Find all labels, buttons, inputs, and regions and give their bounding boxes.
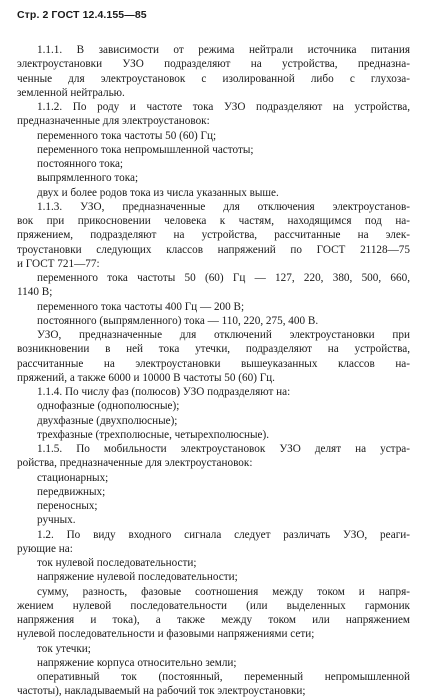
text-line: и ГОСТ 721—77: — [17, 257, 100, 270]
text-line: двухфазные (двухполюсные); — [37, 414, 178, 427]
text-line: 1.1.5. По мобильности электроустановок УЗО делят на устра- — [37, 443, 410, 455]
text-line: передвижных; — [37, 485, 106, 498]
text-line: однофазные (однополюсные); — [37, 400, 180, 413]
text-line: 1.1.3. УЗО, предназначенные для отключения электроустанов- — [37, 200, 410, 213]
text-line: 1140 В; — [17, 286, 53, 299]
text-line: пряжением, подразделяют на устройства, рассчитанные на элек- — [17, 229, 410, 242]
text-line: предназначенные для электроустановок: — [17, 115, 210, 128]
text-line: рующие на: — [17, 542, 73, 555]
text-line: переменного тока частоты 400 Гц — 200 В; — [37, 300, 245, 313]
text-line: постоянного (выпрямленного) тока — 110, 220, 275, 400 В. — [37, 314, 319, 327]
text-line: стационарных; — [37, 471, 109, 484]
page-header: Стр. 2 ГОСТ 12.4.155—85 — [17, 9, 147, 21]
text-line: выпрямленного тока; — [37, 172, 139, 185]
text-line: сумму, разность, фазовые соотношения между током и напря- — [37, 585, 410, 598]
text-line: ток утечки; — [37, 642, 91, 655]
text-line: возникновении в ней тока утечки, подразделяют на устройства, — [17, 343, 410, 356]
text-line: вок при прикосновении человека к частям, находящимся под на- — [17, 215, 410, 227]
text-line: электроустановки УЗО подразделяют на устройства, предназна- — [17, 58, 410, 71]
text-line: рассчитанные на электроустановки вышеуказанных классов на- — [17, 357, 410, 370]
text-line: переменного тока частоты 50 (60) Гц; — [37, 129, 217, 142]
text-line: постоянного тока; — [37, 158, 124, 170]
text-line: жением нулевой последовательности (или выделенных гармоник — [17, 599, 410, 612]
text-line: ченные для электроустановок с изолированной либо с глухоза- — [17, 72, 410, 85]
text-line: напряжение нулевой последовательности; — [37, 571, 238, 584]
text-line: ток нулевой последовательности; — [37, 557, 197, 569]
text-line: земленной нейтралью. — [17, 86, 125, 99]
text-line: переменного тока частоты 50 (60) Гц — 127, 220, 380, 500, 660, — [37, 272, 410, 284]
text-line: ручных. — [37, 514, 76, 527]
text-line: 1.1.4. По числу фаз (полюсов) УЗО подразделяют на: — [37, 386, 291, 398]
text-line: пряжений, а также 6000 и 10000 В частоты 50 (60) Гц. — [17, 371, 275, 384]
text-line: напряжения и тока), а также между током или напряжением — [17, 614, 410, 626]
text-line: 1.1.2. По роду и частоте тока УЗО подразделяют на устройства, — [37, 101, 410, 113]
text-line: нулевой последовательности и фазовыми напряжениями сети; — [17, 628, 315, 641]
text-line: напряжение корпуса относительно земли; — [37, 656, 237, 669]
text-line: 1.1.1. В зависимости от режима нейтрали источника питания — [37, 44, 410, 56]
text-line: переносных; — [37, 500, 98, 512]
text-line: переменного тока непромышленной частоты; — [37, 143, 254, 156]
text-line: трехфазные (трехполюсные, четырехполюсные). — [37, 428, 269, 441]
text-line: троустановки следующих классов напряжений по ГОСТ 21128—75 — [17, 243, 410, 256]
text-line: УЗО, предназначенные для отключений электроустановки при — [37, 329, 410, 341]
text-line: 1.2. По виду входного сигнала следует различать УЗО, реаги- — [37, 528, 410, 541]
document-body — [17, 43, 410, 699]
text-line: ройства, предназначенные для электроустановок: — [17, 457, 253, 470]
text-line: двух и более родов тока из числа указанных выше. — [37, 186, 279, 199]
text-line: частоты), накладываемый на рабочий ток электроустановки; — [17, 685, 306, 698]
text-line: оперативный ток (постоянный, переменный непромышленной — [37, 671, 410, 683]
